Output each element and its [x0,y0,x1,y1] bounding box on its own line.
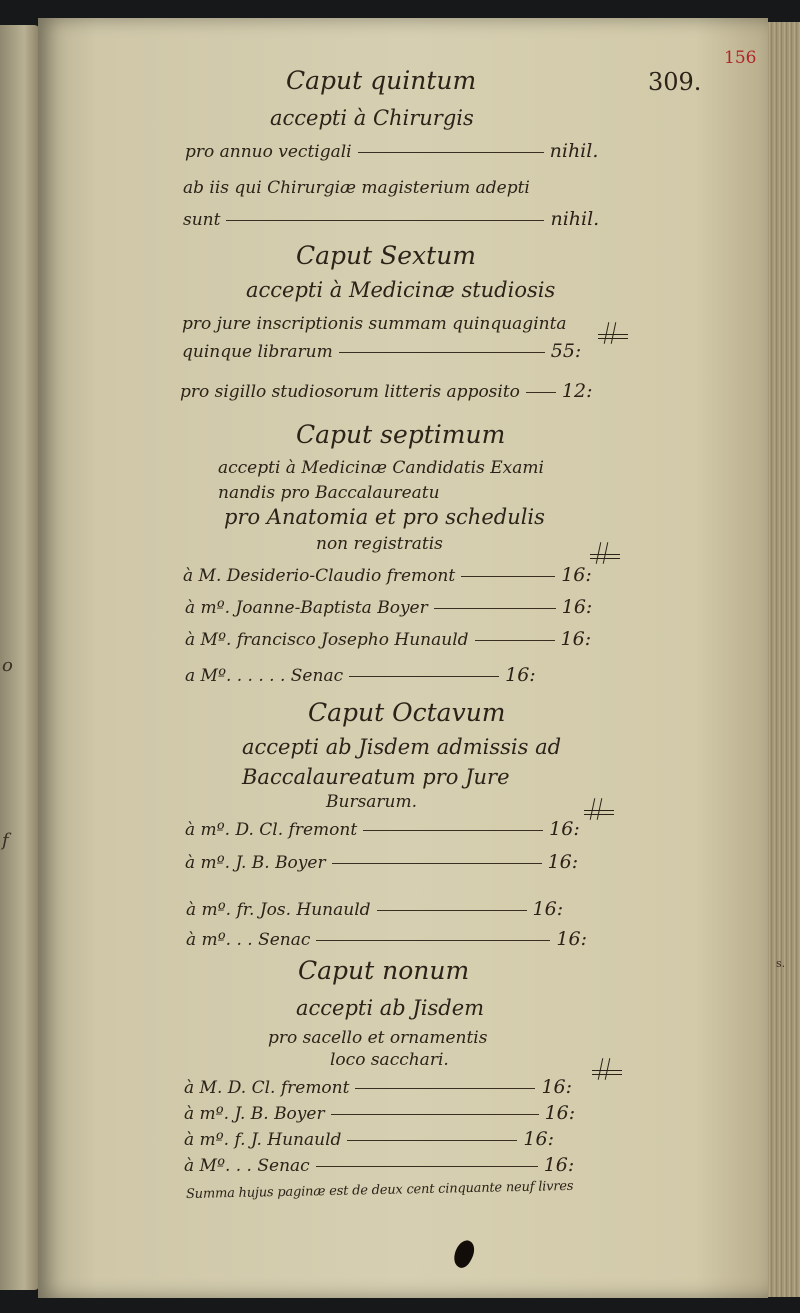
chapter-subheading: Baccalaureatum pro Jure [242,765,510,789]
ledger-row [182,316,567,333]
chapter-subheading: accepti à Chirurgis [270,106,474,130]
row-label: à M. D. Cl. fremont [184,1078,350,1098]
chapter-heading: Caput Octavum [308,698,506,727]
row-label: a Mº. . . . . . Senac [185,666,344,686]
chapter-subheading: non registratis [316,534,443,554]
row-amount: nihil. [549,140,599,162]
row-amount: 55: [550,340,582,362]
row-amount: 16: [561,564,592,586]
chapter-subheading: accepti ab Jisdem admissis ad [242,735,562,759]
ledger-row [184,1104,575,1123]
row-label: à mº. . . Senac [186,930,311,950]
row-amount: 16: [556,928,587,950]
pound-sign-mark [590,550,616,560]
ledger-row [183,566,592,585]
left-page-letter-fragment: f [2,830,9,851]
chapter-subheading: Bursarum. [326,792,418,812]
row-label: à Mº. francisco Josepho Hunauld [185,630,469,650]
chapter-subheading: accepti à Medicinæ Candidatis Exami [218,458,544,478]
row-label: à mº. Joanne-Baptista Boyer [185,598,428,618]
red-folio-number: 156 [724,48,757,68]
row-amount: 16: [549,818,580,840]
ledger-row [183,180,530,197]
row-amount: 16: [523,1128,554,1150]
row-amount: 16: [541,1076,573,1098]
row-label: ab iis qui Chirurgiæ magisterium adepti [183,178,530,198]
ledger-row [185,142,598,161]
row-label: à mº. fr. Jos. Hunauld [186,900,371,920]
chapter-heading: Caput Sextum [296,241,477,270]
ledger-row [184,1078,572,1097]
chapter-heading: Caput nonum [298,956,470,985]
ledger-row [185,666,536,685]
row-amount: nihil. [550,208,600,230]
row-amount: 16: [547,851,579,873]
chapter-subheading: nandis pro Baccalaureatu [218,483,440,503]
row-amount: 16: [544,1102,576,1124]
page-number: 309. [648,68,702,96]
chapter-subheading: accepti à Medicinæ studiosis [246,278,556,302]
row-label: pro jure inscriptionis summam quinquaginta [182,314,567,334]
ledger-row [184,1156,574,1175]
row-label: à mº. J. B. Boyer [185,853,326,873]
chapter-heading: Caput quintum [286,66,477,95]
ledger-row [186,930,587,949]
row-label: à M. Desiderio-Claudio fremont [183,566,456,586]
page-total-note: Summa hujus paginæ est de deux cent cinquante neuf livres [185,1178,574,1202]
ledger-row [183,210,599,229]
row-amount: 16: [543,1154,575,1176]
pound-sign-mark [584,806,610,816]
ledger-row [186,900,563,919]
ledger-row [185,598,592,617]
ledger-row [185,630,591,649]
row-label: pro annuo vectigali [185,142,352,162]
row-label: à Mº. . . Senac [184,1156,310,1176]
chapter-subheading: pro Anatomia et pro schedulis [224,505,545,529]
page-edges [768,22,800,1297]
adjacent-left-page [0,25,40,1290]
chapter-subheading: pro sacello et ornamentis [268,1028,488,1048]
chapter-heading: Caput septimum [296,420,506,449]
chapter-subheading: loco sacchari. [330,1050,449,1070]
ledger-row [180,382,593,401]
row-label: à mº. f. J. Hunauld [184,1130,342,1150]
ledger-row [182,342,581,361]
pound-sign-mark [592,1066,618,1076]
row-label: pro sigillo studiosorum litteris apposito [180,382,520,402]
row-amount: 16: [505,664,536,686]
row-label: à mº. D. Cl. fremont [185,820,358,840]
left-page-letter-fragment: o [2,655,13,676]
row-amount: 16: [532,898,564,920]
chapter-subheading: accepti ab Jisdem [296,996,485,1020]
row-label: à mº. J. B. Boyer [184,1104,325,1124]
row-amount: 16: [560,628,592,650]
row-label: sunt [183,210,221,230]
row-label: quinque librarum [182,342,333,362]
edge-ink-mark: s. [776,957,786,970]
row-amount: 16: [561,596,593,618]
ledger-row [185,820,580,839]
ledger-row [184,1130,554,1149]
ledger-row [185,853,578,872]
pound-sign-mark [598,330,624,340]
row-amount: 12: [561,380,593,402]
